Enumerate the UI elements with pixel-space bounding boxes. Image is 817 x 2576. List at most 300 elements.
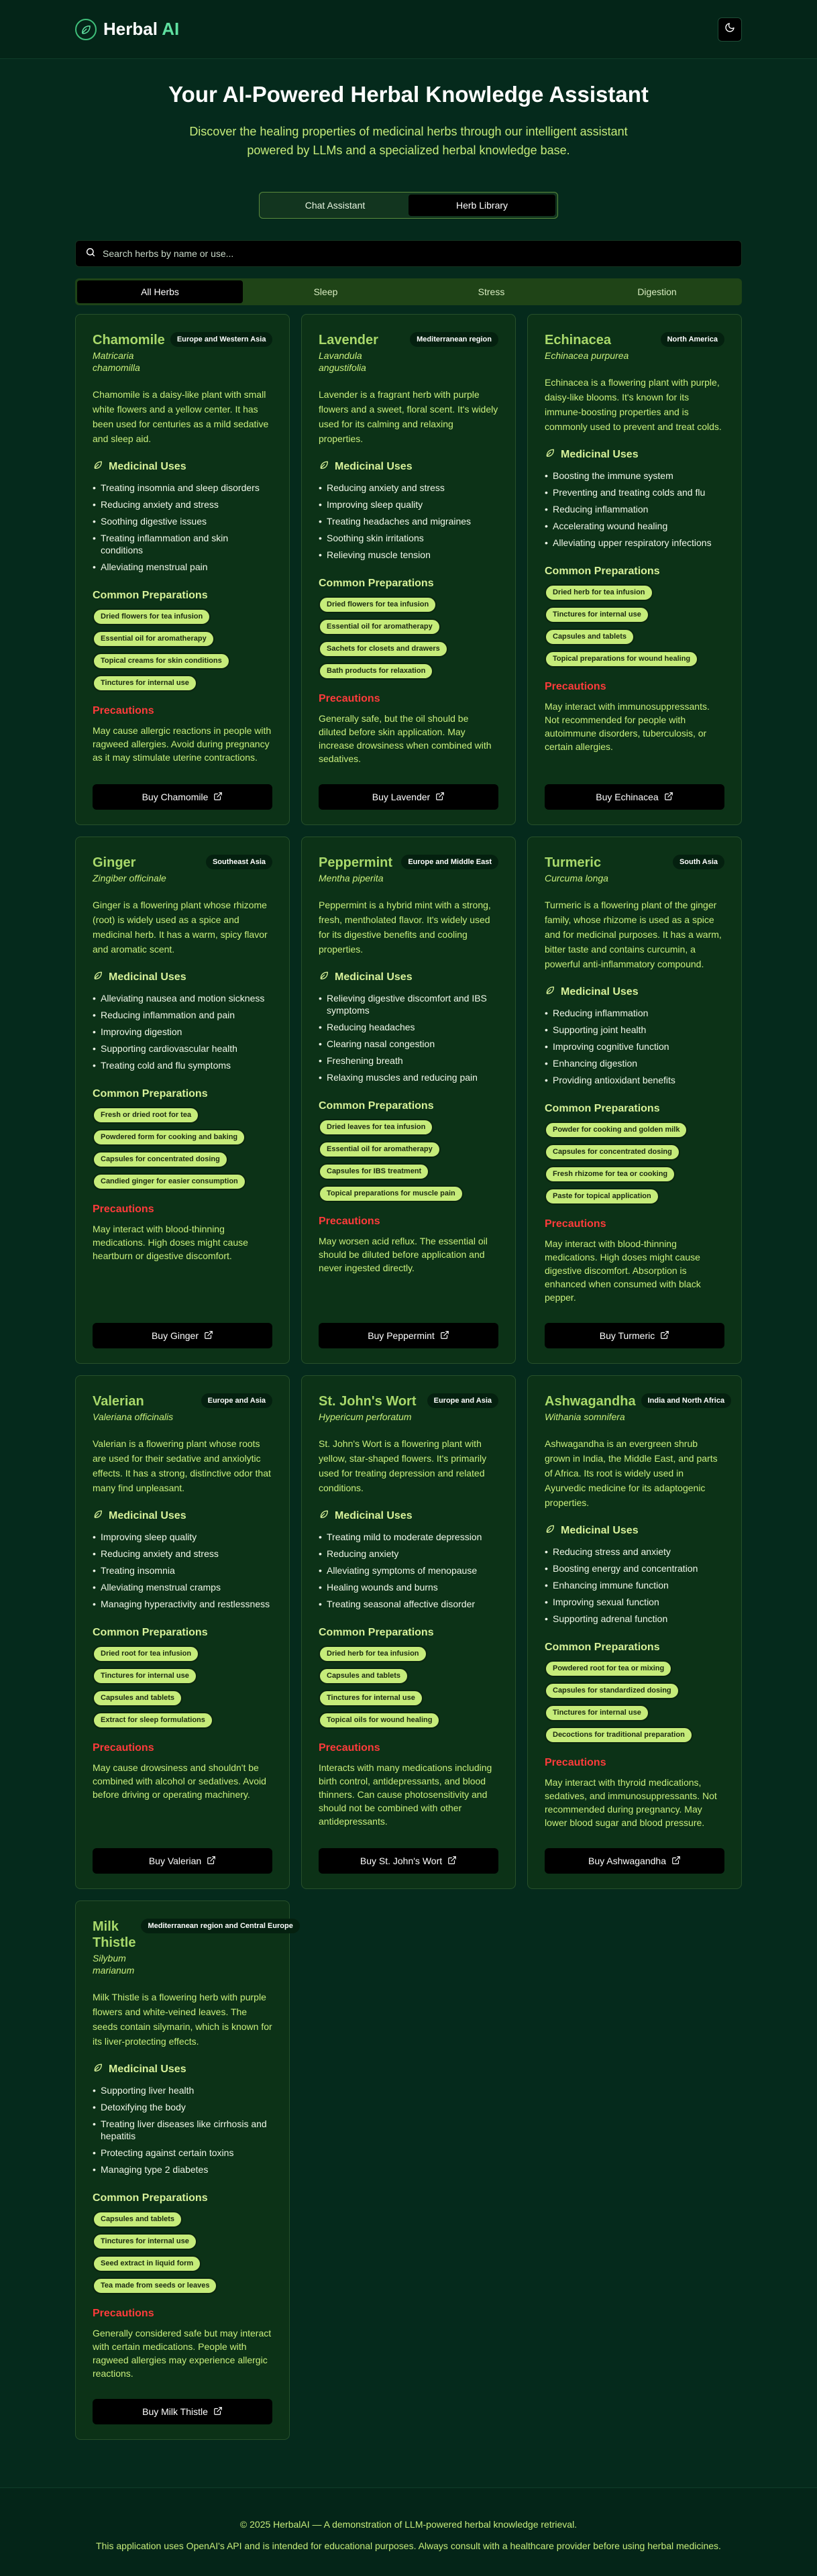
page-subtitle: Discover the healing properties of medicinal herbs through our intelligent assistant powered by LLMs and a specialized herbal knowledge base. (189, 125, 628, 157)
medicinal-uses-heading (545, 447, 724, 462)
use-item: • Clearing nasal congestion (319, 1038, 498, 1050)
external-link-icon (440, 1330, 449, 1342)
card-header (319, 1393, 498, 1423)
herb-description: Milk Thistle is a flowering herb with purple flowers and white-veined leaves. The seeds contain silymarin, which is known for its liver-protecting effects. (93, 1992, 272, 2047)
external-link-icon (660, 1330, 669, 1342)
precautions-heading: Precautions (93, 705, 154, 716)
precautions-heading: Precautions (93, 1203, 154, 1215)
buy-button[interactable] (93, 784, 272, 810)
herb-card (301, 314, 516, 825)
use-item: • Alleviating upper respiratory infections (545, 537, 724, 549)
use-item: • Preventing and treating colds and flu (545, 486, 724, 498)
hero (0, 59, 817, 160)
preparations-heading: Common Preparations (319, 578, 434, 589)
buy-label: Buy Ginger (151, 1330, 199, 1341)
card-header (545, 1393, 724, 1423)
preparation-chip: Essential oil for aromatherapy (93, 631, 215, 647)
herb-scientific-name: Lavandula angustifolia (319, 350, 366, 373)
herb-card (301, 1375, 516, 1889)
leaf-icon (93, 1509, 103, 1523)
preparations-heading: Common Preparations (319, 1100, 434, 1112)
tab-chat-assistant[interactable]: Chat Assistant (305, 200, 366, 211)
use-item: • Reducing anxiety and stress (319, 482, 498, 494)
buy-wrapper (319, 1304, 498, 1348)
herb-name: Ashwagandha (545, 1394, 636, 1409)
medicinal-uses-heading (319, 1509, 498, 1523)
preparation-chip: Capsules and tablets (319, 1668, 408, 1684)
uses-list (545, 1007, 724, 1091)
use-item: • Boosting energy and concentration (545, 1562, 724, 1574)
external-link-icon (213, 792, 223, 803)
medicinal-uses-label: Medicinal Uses (335, 460, 413, 472)
preparation-chip: Dried leaves for tea infusion (319, 1119, 433, 1136)
herb-scientific-name: Zingiber officinale (93, 873, 166, 883)
herb-title-group (93, 332, 165, 374)
preparation-chip: Powdered form for cooking and baking (93, 1129, 246, 1146)
precautions-heading: Precautions (93, 2308, 154, 2319)
precautions-heading: Precautions (319, 1216, 380, 1227)
search-input[interactable] (103, 248, 732, 259)
use-item: • Alleviating menstrual pain (93, 561, 272, 573)
herb-card (527, 1375, 742, 1889)
preparation-chip: Tea made from seeds or leaves (93, 2277, 217, 2294)
buy-wrapper (93, 765, 272, 810)
uses-list (93, 992, 272, 1076)
filter-all-herbs[interactable]: All Herbs (77, 280, 243, 303)
preparation-chip: Capsules for IBS treatment (319, 1163, 429, 1180)
brand-ai: AI (162, 19, 180, 39)
herb-card (527, 837, 742, 1364)
buy-button[interactable] (545, 1848, 724, 1874)
uses-list (545, 470, 724, 553)
medicinal-uses-heading (545, 1523, 724, 1538)
buy-wrapper (545, 1829, 724, 1874)
herb-scientific-name: Curcuma longa (545, 873, 608, 883)
card-header (319, 855, 498, 884)
herb-title-group (545, 855, 608, 884)
preparation-chip: Essential oil for aromatherapy (319, 619, 441, 635)
precautions-text: May worsen acid reflux. The essential oil should be diluted before application and never ingested directly. (319, 1236, 488, 1273)
herb-description: Turmeric is a flowering plant of the ginger family, whose rhizome is used as a spice and for medicinal purposes. It has a warm, bitter taste and contains curcumin, a powerful anti-inflammatory compound. (545, 900, 722, 969)
page-title: Your AI-Powered Herbal Knowledge Assistant (168, 82, 649, 107)
use-item: • Supporting liver health (93, 2084, 272, 2096)
preparation-chip: Topical oils for wound healing (319, 1712, 440, 1729)
use-item: • Treating insomnia (93, 1564, 272, 1576)
preparation-chip: Capsules for standardized dosing (545, 1682, 679, 1699)
category-filters (75, 278, 742, 305)
region-badge: India and North Africa (641, 1393, 732, 1408)
preparation-chip: Tinctures for internal use (93, 2233, 197, 2250)
use-item: • Treating seasonal affective disorder (319, 1598, 498, 1610)
buy-label: Buy Turmeric (599, 1330, 655, 1341)
filter-digestion[interactable]: Digestion (637, 286, 677, 297)
region-badge: South Asia (673, 855, 724, 869)
brand-name (103, 19, 179, 40)
preparation-chip: Capsules for concentrated dosing (545, 1144, 680, 1161)
herb-description: St. John's Wort is a flowering plant with yellow, star-shaped flowers. It's primarily used for treating depression and related conditions. (319, 1438, 487, 1493)
use-item: • Improving sleep quality (93, 1531, 272, 1543)
precautions-heading: Precautions (545, 1757, 606, 1768)
external-link-icon (664, 792, 673, 803)
leaf-icon (545, 447, 555, 462)
medicinal-uses-heading (93, 970, 272, 984)
herb-name: Chamomile (93, 333, 165, 347)
use-item: • Reducing inflammation (545, 503, 724, 515)
use-item: • Alleviating menstrual cramps (93, 1581, 272, 1593)
preparations-heading: Common Preparations (93, 1627, 208, 1638)
uses-list (319, 482, 498, 566)
use-item: • Managing type 2 diabetes (93, 2163, 272, 2176)
medicinal-uses-label: Medicinal Uses (109, 460, 186, 472)
preparation-chip: Bath products for relaxation (319, 663, 433, 680)
preparation-chip: Powdered root for tea or mixing (545, 1660, 672, 1677)
use-item: • Protecting against certain toxins (93, 2147, 272, 2159)
preparation-chip: Topical preparations for wound healing (545, 651, 698, 667)
precautions-text: Interacts with many medications including birth control, antidepressants, and blood thinners. Can cause photosensitivity and should not be combined with other antidepressants. (319, 1762, 492, 1827)
preparations-list (545, 1660, 724, 1743)
preparation-chip: Topical creams for skin conditions (93, 653, 230, 669)
precautions-text: May cause allergic reactions in people with ragweed allergies. Avoid during pregnancy as it may stimulate uterine contractions. (93, 725, 272, 763)
use-item: • Enhancing immune function (545, 1579, 724, 1591)
preparation-chip: Dried flowers for tea infusion (93, 608, 211, 625)
herb-card (75, 1375, 290, 1889)
precautions-text: Generally safe, but the oil should be diluted before skin application. May increase drowsiness when combined with sedatives. (319, 713, 492, 764)
herb-description: Ashwagandha is an evergreen shrub grown in India, the Middle East, and parts of Africa. Its root is widely used in Ayurvedic medicine for its adaptogenic properties. (545, 1438, 718, 1508)
footer-disclaimer: This application uses OpenAI's API and is intended for educational purposes. Always consult with a healthcare provider before using herbal medicines. (96, 2540, 721, 2551)
preparation-chip: Candied ginger for easier consumption (93, 1173, 246, 1190)
site-header (0, 0, 817, 59)
herb-name: Lavender (319, 333, 378, 347)
preparations-heading: Common Preparations (319, 1627, 434, 1638)
search-icon (85, 247, 96, 261)
external-link-icon (207, 1856, 216, 1867)
herb-scientific-name: Matricaria chamomilla (93, 350, 140, 373)
use-item: • Treating liver diseases like cirrhosis and hepatitis (93, 2118, 272, 2142)
herb-description: Lavender is a fragrant herb with purple flowers and a sweet, floral scent. It's widely used for its calming and relaxing properties. (319, 389, 498, 444)
preparation-chip: Capsules and tablets (93, 2211, 182, 2228)
preparations-heading: Common Preparations (93, 590, 208, 601)
preparation-chip: Tinctures for internal use (545, 1705, 649, 1721)
external-link-icon (671, 1856, 681, 1867)
use-item: • Improving sexual function (545, 1596, 724, 1608)
herb-card (527, 314, 742, 825)
herb-title-group (93, 1919, 135, 1976)
medicinal-uses-label: Medicinal Uses (561, 1524, 639, 1536)
herb-description: Chamomile is a daisy-like plant with small white flowers and a yellow center. It has been used for centuries as a mild sedative and sleep aid. (93, 389, 269, 444)
precautions-heading: Precautions (545, 681, 606, 692)
external-link-icon (447, 1856, 457, 1867)
region-badge: Europe and Asia (427, 1393, 498, 1408)
buy-label: Buy Chamomile (142, 792, 209, 802)
medicinal-uses-heading (93, 1509, 272, 1523)
herb-description: Ginger is a flowering plant whose rhizome (root) is widely used as a spice and medicinal herb. It has a warm, spicy flavor and aromatic scent. (93, 900, 268, 955)
medicinal-uses-heading (93, 460, 272, 474)
precautions-text: May interact with thyroid medications, sedatives, and immunosuppressants. Not recommended during pregnancy. May lower blood sugar and blood pressure. (545, 1777, 717, 1828)
preparations-heading: Common Preparations (93, 2192, 208, 2204)
preparation-chip: Extract for sleep formulations (93, 1712, 213, 1729)
uses-list (93, 482, 272, 578)
herb-scientific-name: Mentha piperita (319, 873, 384, 883)
buy-wrapper (319, 1829, 498, 1874)
herb-name: St. John's Wort (319, 1394, 417, 1409)
use-item: • Providing antioxidant benefits (545, 1074, 724, 1086)
card-header (93, 855, 272, 884)
use-item: • Reducing anxiety and stress (93, 1548, 272, 1560)
medicinal-uses-label: Medicinal Uses (561, 985, 639, 998)
preparations-list (319, 1119, 498, 1202)
preparations-heading: Common Preparations (545, 1642, 660, 1653)
use-item: • Improving cognitive function (545, 1040, 724, 1053)
card-header (319, 332, 498, 374)
buy-label: Buy Ashwagandha (588, 1856, 666, 1866)
herb-title-group (319, 855, 392, 884)
herb-scientific-name: Echinacea purpurea (545, 350, 629, 361)
leaf-icon (545, 1523, 555, 1538)
leaf-icon (319, 460, 329, 474)
filter-sleep[interactable]: Sleep (313, 286, 338, 297)
use-item: • Treating inflammation and skin conditions (93, 532, 272, 556)
use-item: • Treating cold and flu symptoms (93, 1059, 272, 1071)
use-item: • Treating mild to moderate depression (319, 1531, 498, 1543)
brand[interactable] (75, 19, 179, 40)
herb-name: Echinacea (545, 333, 611, 347)
herb-card (301, 837, 516, 1364)
herb-name: Milk Thistle (93, 1919, 136, 1950)
region-badge: Mediterranean region and Central Europe (141, 1919, 299, 1933)
preparation-chip: Fresh rhizome for tea or cooking (545, 1166, 675, 1183)
precautions-text: May interact with blood-thinning medications. High doses might cause digestive discomfort. Absorption is enhanced when consumed with black pepper. (545, 1238, 701, 1303)
preparations-list (93, 2211, 272, 2294)
use-item: • Treating headaches and migraines (319, 515, 498, 527)
footer-copyright: © 2025 HerbalAI — A demonstration of LLM-powered herbal knowledge retrieval. (239, 2519, 578, 2530)
precautions-text: Generally considered safe but may interact with certain medications. People with ragweed allergies may experience allergic reactions. (93, 2328, 272, 2379)
leaf-icon (75, 19, 97, 40)
use-item: • Treating insomnia and sleep disorders (93, 482, 272, 494)
use-item: • Supporting cardiovascular health (93, 1042, 272, 1055)
preparations-list (319, 596, 498, 680)
medicinal-uses-label: Medicinal Uses (109, 1509, 186, 1521)
preparation-chip: Capsules and tablets (93, 1690, 182, 1707)
herb-name: Turmeric (545, 855, 602, 870)
card-header (93, 1919, 293, 1976)
uses-list (93, 1531, 272, 1615)
external-link-icon (204, 1330, 213, 1342)
search-bar (75, 240, 742, 267)
buy-button[interactable] (319, 1848, 498, 1874)
use-item: • Supporting adrenal function (545, 1613, 724, 1625)
use-item: • Relieving digestive discomfort and IBS symptoms (319, 992, 498, 1016)
buy-button[interactable] (93, 1848, 272, 1874)
region-badge: North America (661, 332, 724, 347)
uses-list (93, 2084, 272, 2180)
precautions-heading: Precautions (319, 1742, 380, 1754)
preparation-chip: Dried herb for tea infusion (545, 584, 653, 601)
preparations-list (545, 584, 724, 667)
preparations-list (93, 1646, 272, 1729)
preparations-list (93, 608, 272, 692)
buy-label: Buy Lavender (372, 792, 431, 802)
precautions-text: May interact with blood-thinning medications. High doses might cause heartburn or digestive discomfort. (93, 1224, 248, 1261)
preparation-chip: Topical preparations for muscle pain (319, 1185, 464, 1202)
medicinal-uses-heading (319, 970, 498, 984)
external-link-icon (213, 2406, 223, 2418)
buy-button[interactable] (93, 1323, 272, 1348)
herb-grid (75, 314, 742, 2440)
herb-scientific-name: Valeriana officinalis (93, 1411, 174, 1422)
buy-label: Buy Echinacea (596, 792, 659, 802)
region-badge: Southeast Asia (206, 855, 272, 869)
buy-wrapper (93, 1829, 272, 1874)
card-header (545, 855, 724, 884)
herb-title-group (319, 332, 404, 374)
buy-label: Buy Valerian (148, 1856, 202, 1866)
region-badge: Europe and Asia (201, 1393, 272, 1408)
region-badge: Europe and Middle East (401, 855, 498, 869)
herb-title-group (545, 332, 629, 362)
preparation-chip: Fresh or dried root for tea (93, 1107, 199, 1124)
preparations-heading: Common Preparations (545, 1103, 660, 1114)
herb-description: Peppermint is a hybrid mint with a strong, fresh, mentholated flavor. It's widely used for its digestive benefits and cooling properties. (319, 900, 491, 955)
leaf-icon (319, 1509, 329, 1523)
preparation-chip: Essential oil for aromatherapy (319, 1141, 441, 1158)
buy-wrapper (93, 2380, 272, 2424)
buy-button[interactable] (545, 784, 724, 810)
medicinal-uses-heading (319, 460, 498, 474)
medicinal-uses-label: Medicinal Uses (335, 1509, 413, 1521)
card-header (545, 332, 724, 362)
use-item: • Healing wounds and burns (319, 1581, 498, 1593)
medicinal-uses-heading (93, 2062, 272, 2076)
site-footer (0, 2487, 817, 2576)
region-badge: Mediterranean region (410, 332, 498, 347)
herb-card (75, 837, 290, 1364)
herb-name: Ginger (93, 855, 136, 870)
preparation-chip: Dried flowers for tea infusion (319, 596, 437, 613)
leaf-icon (93, 460, 103, 474)
leaf-icon (93, 970, 103, 984)
buy-button[interactable] (319, 784, 498, 810)
use-item: • Supporting joint health (545, 1024, 724, 1036)
preparation-chip: Tinctures for internal use (93, 1668, 197, 1684)
buy-button[interactable] (93, 2399, 272, 2424)
uses-list (319, 992, 498, 1088)
herb-title-group (319, 1393, 417, 1423)
herb-title-group (545, 1393, 636, 1423)
buy-button[interactable] (545, 1323, 724, 1348)
buy-button[interactable] (319, 1323, 498, 1348)
preparations-heading: Common Preparations (545, 566, 660, 577)
theme-toggle-button[interactable] (718, 17, 742, 42)
use-item: • Relaxing muscles and reducing pain (319, 1071, 498, 1083)
preparation-chip: Seed extract in liquid form (93, 2255, 201, 2272)
use-item: • Alleviating symptoms of menopause (319, 1564, 498, 1576)
use-item: • Improving sleep quality (319, 498, 498, 511)
precautions-heading: Precautions (545, 1218, 606, 1230)
card-header (93, 1393, 272, 1423)
buy-wrapper (545, 765, 724, 810)
leaf-icon (93, 2062, 103, 2076)
herb-name: Peppermint (319, 855, 393, 870)
medicinal-uses-label: Medicinal Uses (335, 971, 413, 983)
moon-icon (724, 22, 735, 36)
preparation-chip: Powder for cooking and golden milk (545, 1122, 688, 1138)
use-item: • Freshening breath (319, 1055, 498, 1067)
herb-scientific-name: Silybum marianum (93, 1953, 135, 1976)
leaf-icon (319, 970, 329, 984)
use-item: • Soothing digestive issues (93, 515, 272, 527)
preparation-chip: Dried herb for tea infusion (319, 1646, 427, 1662)
use-item: • Detoxifying the body (93, 2101, 272, 2113)
herb-name: Valerian (93, 1394, 144, 1409)
precautions-text: May cause drowsiness and shouldn't be combined with alcohol or sedatives. Avoid before driving or operating machinery. (93, 1762, 266, 1800)
use-item: • Enhancing digestion (545, 1057, 724, 1069)
preparation-chip: Decoctions for traditional preparation (545, 1727, 693, 1743)
use-item: • Reducing headaches (319, 1021, 498, 1033)
preparation-chip: Capsules for concentrated dosing (93, 1151, 228, 1168)
mode-tabs (259, 192, 558, 219)
preparations-list (93, 1107, 272, 1190)
buy-label: Buy Peppermint (368, 1330, 435, 1341)
herb-description: Echinacea is a flowering plant with purple, daisy-like blooms. It's known for its immune-boosting properties and is commonly used to prevent and treat colds. (545, 377, 722, 432)
brand-main: Herbal (103, 19, 158, 39)
preparation-chip: Tinctures for internal use (93, 675, 197, 692)
buy-wrapper (93, 1304, 272, 1348)
preparation-chip: Tinctures for internal use (545, 606, 649, 623)
precautions-heading: Precautions (319, 693, 380, 704)
medicinal-uses-label: Medicinal Uses (109, 2063, 186, 2075)
preparation-chip: Capsules and tablets (545, 629, 635, 645)
uses-list (545, 1546, 724, 1629)
precautions-heading: Precautions (93, 1742, 154, 1754)
medicinal-uses-label: Medicinal Uses (109, 971, 186, 983)
use-item: • Reducing inflammation (545, 1007, 724, 1019)
precautions-text: May interact with immunosuppressants. Not recommended for people with autoimmune disorders, tuberculosis, or certain allergies. (545, 701, 710, 752)
herb-title-group (93, 855, 166, 884)
external-link-icon (435, 792, 445, 803)
leaf-icon (545, 985, 555, 999)
herb-scientific-name: Hypericum perforatum (319, 1411, 412, 1422)
use-item: • Managing hyperactivity and restlessness (93, 1598, 272, 1610)
preparation-chip: Sachets for closets and drawers (319, 641, 448, 657)
preparation-chip: Tinctures for internal use (319, 1690, 423, 1707)
use-item: • Accelerating wound healing (545, 520, 724, 532)
herb-title-group (93, 1393, 173, 1423)
use-item: • Improving digestion (93, 1026, 272, 1038)
buy-wrapper (319, 765, 498, 810)
use-item: • Boosting the immune system (545, 470, 724, 482)
herb-card (75, 314, 290, 825)
medicinal-uses-heading (545, 985, 724, 999)
use-item: • Reducing inflammation and pain (93, 1009, 272, 1021)
filter-stress[interactable]: Stress (478, 286, 505, 297)
preparation-chip: Dried root for tea infusion (93, 1646, 199, 1662)
use-item: • Reducing anxiety and stress (93, 498, 272, 511)
preparations-list (319, 1646, 498, 1729)
buy-wrapper (545, 1304, 724, 1348)
uses-list (319, 1531, 498, 1615)
region-badge: Europe and Western Asia (170, 332, 273, 347)
use-item: • Alleviating nausea and motion sickness (93, 992, 272, 1004)
use-item: • Reducing anxiety (319, 1548, 498, 1560)
tab-herb-library[interactable]: Herb Library (408, 195, 555, 216)
use-item: • Soothing skin irritations (319, 532, 498, 544)
preparation-chip: Paste for topical application (545, 1188, 659, 1205)
buy-label: Buy Milk Thistle (142, 2406, 208, 2417)
herb-scientific-name: Withania somnifera (545, 1411, 625, 1422)
medicinal-uses-label: Medicinal Uses (561, 448, 639, 460)
card-header (93, 332, 272, 374)
use-item: • Relieving muscle tension (319, 549, 498, 561)
